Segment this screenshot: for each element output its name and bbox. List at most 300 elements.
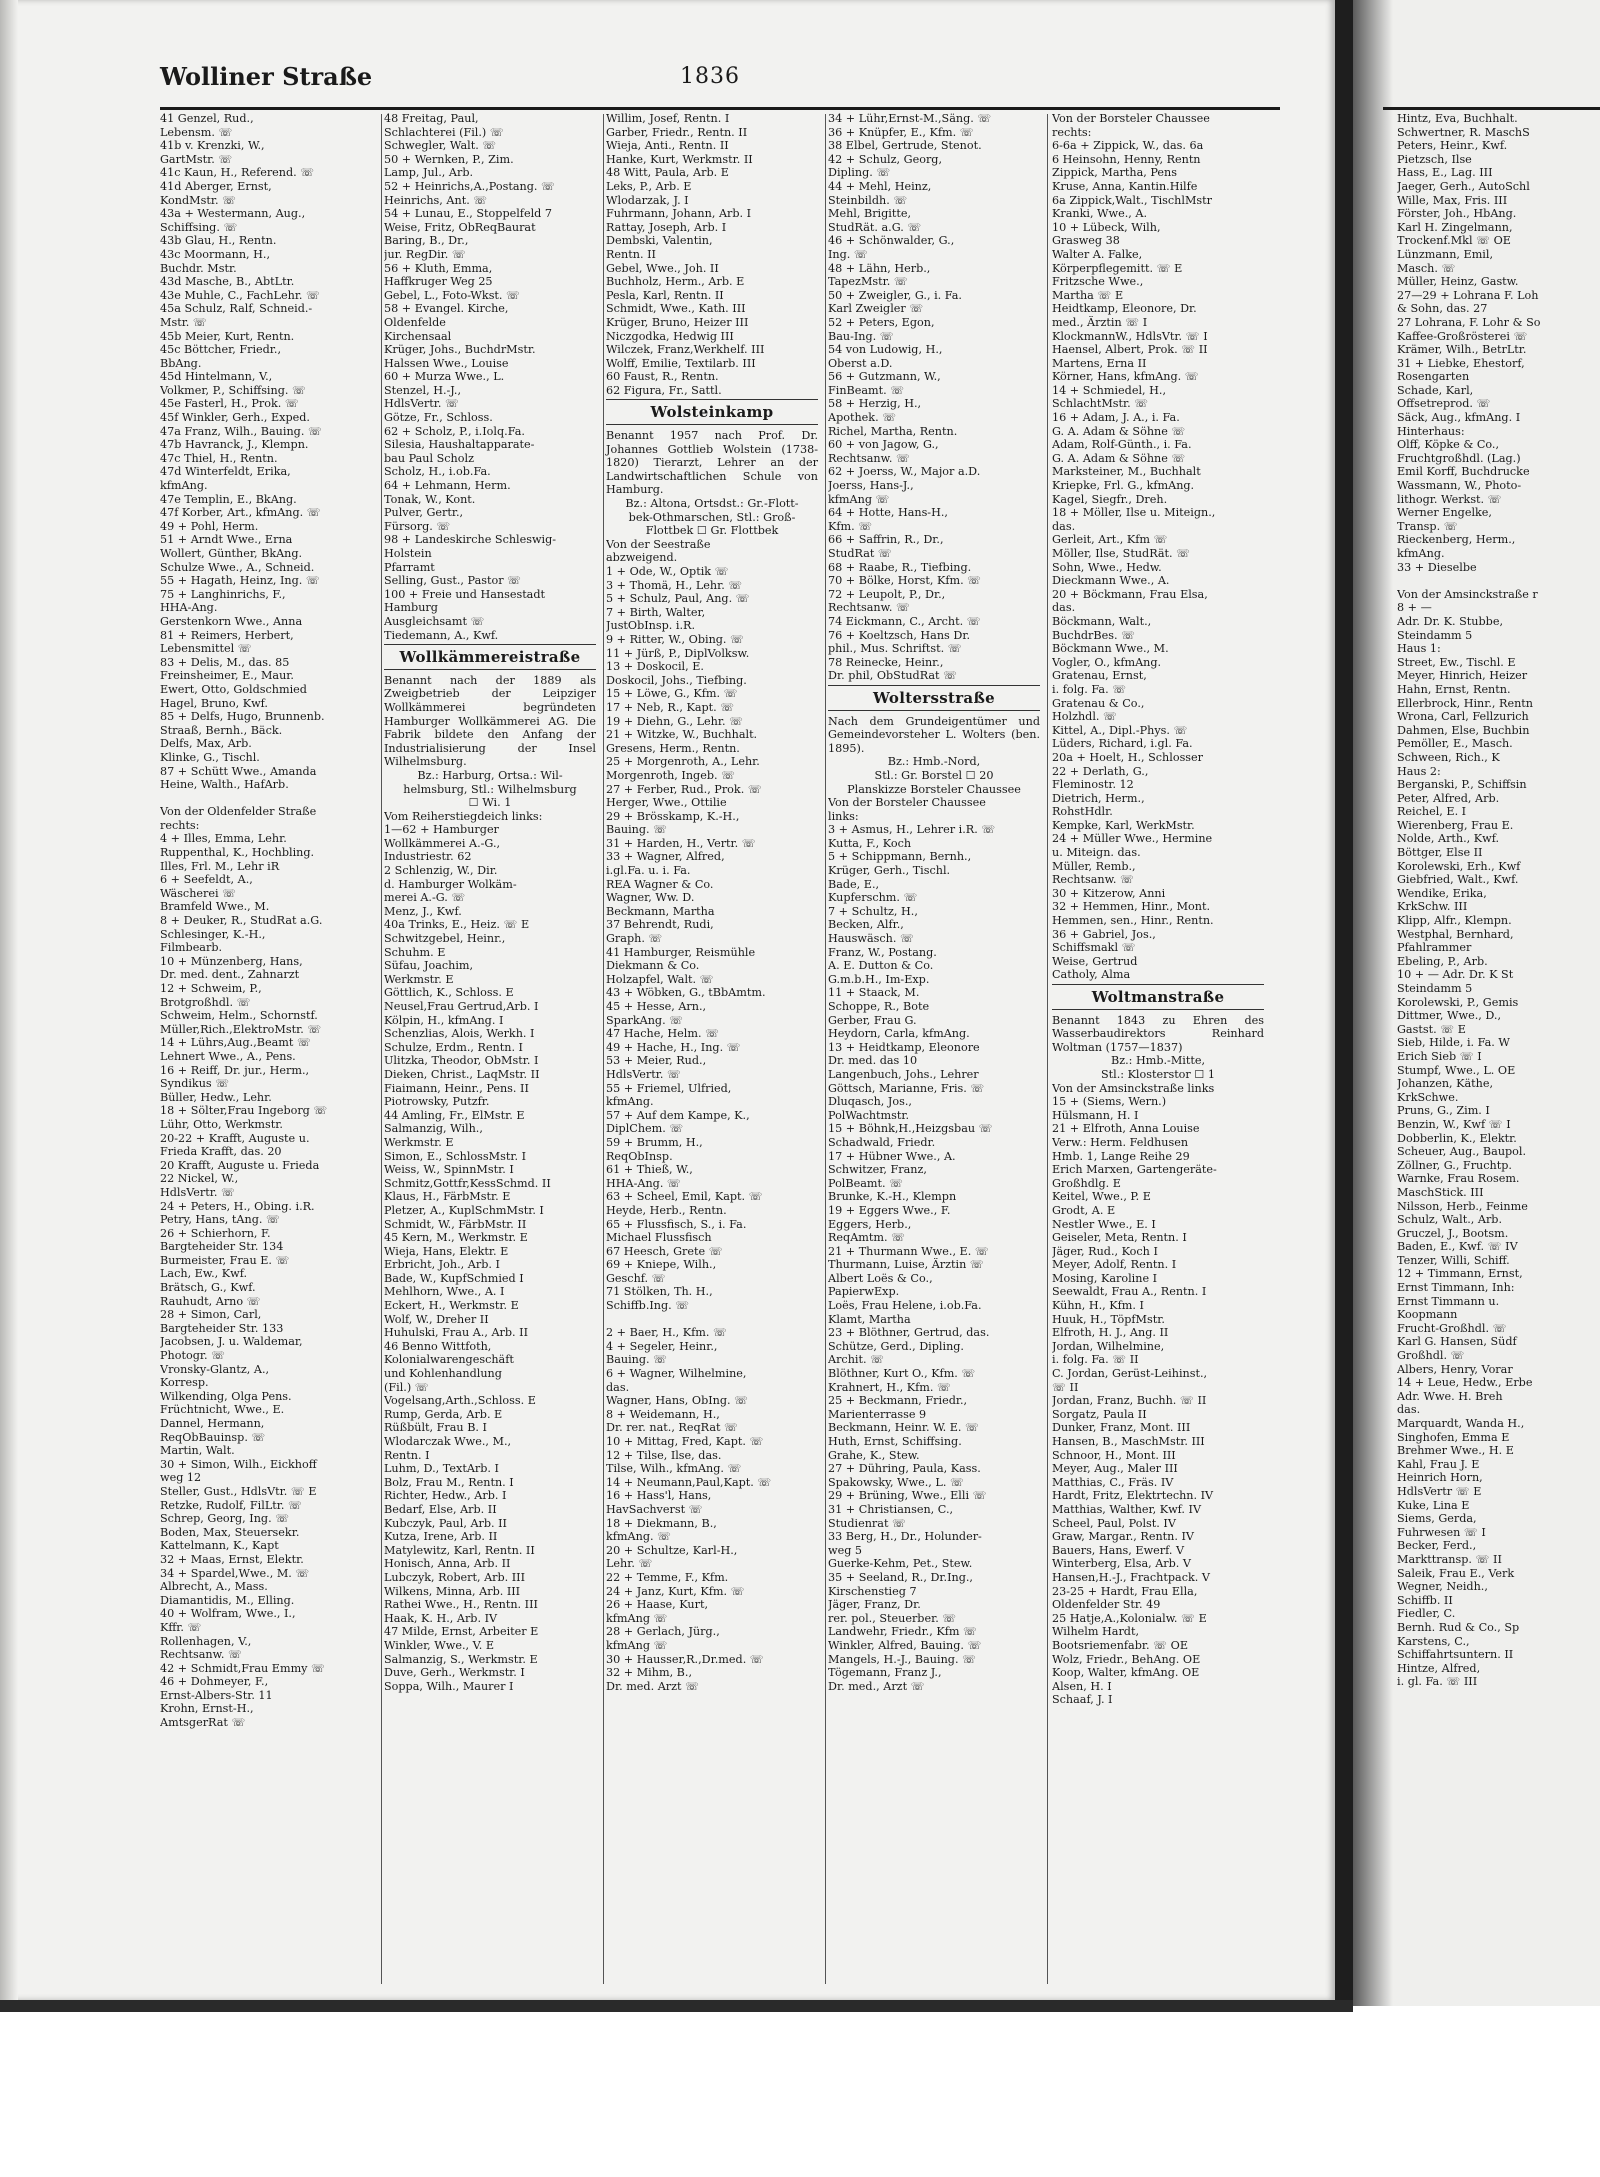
directory-entry: Stl.: Klosterstor ☐ 1	[1100, 1067, 1216, 1081]
directory-entry: Weise, Gertrud	[1052, 954, 1138, 968]
facing-page-rule	[1383, 107, 1600, 110]
directory-entry: 23-25 + Hardt, Frau Ella,	[1052, 1584, 1198, 1598]
directory-entry: Wille, Max, Fris. III	[1397, 193, 1508, 207]
directory-entry: Tonak, W., Kont.	[384, 492, 476, 506]
directory-entry: Dembski, Valentin,	[606, 234, 713, 248]
directory-entry: 11 + Staack, M.	[828, 986, 920, 1000]
directory-entry: Lamp, Jul., Arb.	[384, 166, 474, 180]
directory-entry: 6 + Seefeldt, A.,	[160, 873, 253, 887]
directory-entry: Karl H. Zingelmann,	[1397, 220, 1513, 234]
directory-entry: Wlodarczak Wwe., M.,	[384, 1435, 512, 1448]
directory-entry: KlockmannW., HdlsVtr. ☏ I	[1052, 329, 1208, 343]
directory-entry: G.m.b.H., Im-Exp.	[828, 972, 930, 986]
directory-entry: Tögemann, Franz J.,	[828, 1666, 942, 1680]
directory-entry: Beckmann, Heinr. W. E. ☏	[828, 1421, 980, 1435]
directory-entry: Großhdl. ☏	[1397, 1349, 1465, 1363]
directory-entry: Krämer, Wilh., BetrLtr.	[1397, 343, 1527, 357]
directory-entry: Körperpflegemitt. ☏ E	[1052, 261, 1183, 275]
directory-entry: Reichel, E. I	[1397, 805, 1467, 819]
directory-entry: Nestler Wwe., E. I	[1052, 1217, 1156, 1231]
directory-entry: Kolonialwarengeschäft	[384, 1353, 514, 1367]
directory-entry: Kagel, Siegfr., Dreh.	[1052, 492, 1168, 506]
directory-entry: Gerber, Frau G.	[828, 1013, 917, 1027]
directory-entry: Verw.: Herm. Feldhusen	[1052, 1135, 1189, 1149]
directory-entry: 28 + Simon, Carl,	[160, 1308, 262, 1322]
directory-entry: PolWachtmstr.	[828, 1108, 910, 1122]
directory-entry: Schween, Rich., K	[1397, 750, 1500, 764]
directory-entry: PapierwExp.	[828, 1285, 900, 1299]
directory-entry: 56 + Gutzmann, W.,	[828, 370, 941, 384]
directory-entry: Luhm, D., TextArb. I	[384, 1462, 499, 1476]
directory-entry: Rump, Gerda, Arb. E	[384, 1407, 503, 1421]
directory-entry: i. folg. Fa. ☏ II	[1052, 1353, 1139, 1367]
directory-entry: 47d Winterfeldt, Erika,	[160, 465, 291, 479]
directory-entry: Haus 2:	[1397, 764, 1441, 778]
directory-entry: 55 + Hagath, Heinz, Ing. ☏	[160, 574, 320, 588]
directory-entry: Scheel, Paul, Polst. IV	[1052, 1516, 1176, 1530]
directory-entry: 19 + Diehn, G., Lehr. ☏	[606, 714, 744, 728]
column-1	[160, 112, 372, 1730]
column-3	[606, 112, 818, 1693]
directory-entry: Kühn, H., Kfm. I	[1052, 1299, 1144, 1313]
directory-entry: ReqAmtm. ☏	[828, 1231, 906, 1245]
directory-entry: Bargteheider Str. 134	[160, 1240, 284, 1254]
directory-entry: Markttransp. ☏ II	[1397, 1552, 1502, 1566]
directory-entry: 10 + Mittag, Fred, Kapt. ☏	[606, 1435, 764, 1448]
directory-entry: Möller, Ilse, StudRät. ☏	[1052, 547, 1191, 560]
directory-entry: 40 + Wolfram, Wwe., I.,	[160, 1607, 296, 1621]
directory-entry: Buchdr. Mstr.	[160, 261, 237, 275]
directory-entry: d. Hamburger Wolkäm-	[384, 877, 517, 891]
directory-entry: Böckmann, Walt.,	[1052, 614, 1152, 628]
directory-entry: Vogler, O., kfmAng.	[1052, 655, 1162, 669]
directory-entry: Kittel, A., Dipl.-Phys. ☏	[1052, 723, 1188, 737]
directory-entry: 62 Figura, Fr., Sattl.	[606, 383, 722, 397]
directory-entry: Kölpin, H., kfmAng. I	[384, 1013, 504, 1027]
directory-entry: Klaus, H., FärbMstr. E	[384, 1190, 511, 1204]
directory-entry: Kfm. ☏	[828, 519, 873, 533]
directory-entry: Frieda Krafft, das. 20	[160, 1145, 282, 1159]
directory-entry: Wagner, Hans, ObIng. ☏	[606, 1394, 749, 1408]
directory-entry: Elfroth, H. J., Ang. II	[1052, 1326, 1169, 1340]
directory-entry: Stl.: Gr. Borstel ☐ 20	[874, 768, 994, 782]
column-5	[1052, 112, 1264, 1707]
directory-entry: Werkmstr. E	[384, 1135, 454, 1149]
column-2	[384, 112, 596, 1693]
directory-entry: 25 Hatje,A.,Kolonialw. ☏ E	[1052, 1611, 1207, 1625]
directory-entry: Rieckenberg, Herm.,	[1397, 533, 1516, 547]
directory-entry: 24 + Janz, Kurt, Kfm. ☏	[606, 1584, 745, 1598]
directory-entry: Hülsmann, H. I	[1052, 1108, 1139, 1122]
directory-entry: 35 + Seeland, R., Dr.Ing.,	[828, 1570, 973, 1584]
directory-entry: Street, Ew., Tischl. E	[1397, 655, 1516, 669]
directory-entry: 19 + Eggers Wwe., F.	[828, 1203, 951, 1217]
directory-entry: 44 + Mehl, Heinz,	[828, 179, 932, 193]
directory-entry: Schulze Wwe., A., Schneid.	[160, 560, 315, 574]
page-header	[160, 60, 1280, 100]
directory-entry: Filmbearb.	[160, 941, 223, 955]
directory-entry: Ernst-Albers-Str. 11	[160, 1688, 273, 1702]
directory-entry: Von der Seestraße	[606, 537, 711, 551]
directory-entry: 6a Zippick,Walt., TischlMstr	[1052, 193, 1213, 207]
directory-entry: TapezMstr. ☏	[828, 275, 908, 289]
directory-entry: Warnke, Frau Rosem.	[1397, 1172, 1520, 1186]
directory-entry: Grasweg 38	[1052, 234, 1120, 248]
directory-entry: Wilkens, Minna, Arb. III	[384, 1584, 521, 1598]
directory-entry: Ellerbrock, Hinr., Rentn	[1397, 696, 1533, 710]
directory-entry: Niczgodka, Hedwig III	[606, 329, 734, 343]
directory-entry: 52 + Heinrichs,A.,Postang. ☏	[384, 179, 555, 193]
directory-entry: Peters, Heinr., Kwf.	[1397, 139, 1508, 153]
directory-entry: Michael Flussfisch	[606, 1231, 712, 1245]
directory-entry: Kuke, Lina E	[1397, 1498, 1470, 1512]
directory-entry: Jäger, Rud., Koch I	[1052, 1244, 1158, 1258]
directory-entry: Lebensmittel ☏	[160, 642, 252, 656]
directory-entry: 98 + Landeskirche Schleswig-	[384, 533, 557, 547]
directory-entry: Lehnert Wwe., A., Pens.	[160, 1049, 296, 1063]
directory-entry: kfmAng. ☏	[606, 1530, 672, 1544]
directory-entry: Fuhrmann, Johann, Arb. I	[606, 207, 752, 221]
directory-entry: Bz.: Harburg, Ortsa.: Wil-	[417, 768, 563, 782]
directory-entry: 60 Faust, R., Rentn.	[606, 370, 719, 384]
directory-entry: Schwitzgebel, Heinr.,	[384, 932, 506, 946]
directory-entry: Pletzer, A., KuplSchmMstr. I	[384, 1203, 544, 1217]
directory-entry: kfmAng ☏	[828, 492, 890, 506]
directory-entry: Gebel, L., Foto-Wkst. ☏	[384, 288, 521, 302]
directory-entry: Studienrat ☏	[828, 1516, 906, 1530]
directory-entry: 70 + Bölke, Horst, Kfm. ☏	[828, 574, 982, 588]
directory-entry: 66 + Saffrin, R., Dr.,	[828, 533, 944, 547]
directory-entry: Bz.: Hmb.-Mitte,	[1110, 1054, 1206, 1068]
directory-entry: Diamantidis, M., Elling.	[160, 1593, 295, 1607]
directory-entry: Tiedemann, A., Kwf.	[384, 628, 499, 642]
blank-line	[606, 1313, 818, 1327]
directory-entry: Emil Korff, Buchdrucke	[1397, 465, 1530, 479]
directory-entry: Jordan, Wilhelmine,	[1052, 1339, 1165, 1353]
directory-entry: i. gl. Fa. ☏ III	[1397, 1675, 1478, 1689]
directory-entry: Krahnert, H., Kfm. ☏	[828, 1380, 951, 1394]
directory-entry: 44 Amling, Fr., ElMstr. E	[384, 1108, 525, 1122]
section-rule	[384, 669, 596, 670]
directory-entry: Von der Oldenfelder Straße	[160, 805, 317, 819]
directory-entry: Ulitzka, Theodor, ObMstr. I	[384, 1054, 539, 1068]
directory-entry: 12 + Timmann, Ernst,	[1397, 1267, 1523, 1281]
directory-entry: rechts:	[1052, 125, 1092, 139]
directory-entry: Lubczyk, Robert, Arb. III	[384, 1570, 526, 1584]
directory-entry: merei A.-G. ☏	[384, 891, 466, 905]
directory-entry: Piotrowsky, Putzfr.	[384, 1095, 490, 1109]
directory-entry: abzweigend.	[606, 551, 678, 565]
directory-entry: kfmAng.	[160, 479, 208, 493]
directory-entry: Hintz, Eva, Buchhalt.	[1397, 112, 1518, 125]
directory-entry: Kutza, Irene, Arb. II	[384, 1530, 498, 1544]
directory-entry: 43d Masche, B., AbtLtr.	[160, 275, 295, 289]
directory-entry: 81 + Reimers, Herbert,	[160, 628, 294, 642]
directory-entry: Schwegler, Walt. ☏	[384, 139, 497, 153]
directory-entry: Lünzmann, Emil,	[1397, 247, 1494, 261]
directory-entry: 74 Eickmann, C., Archt. ☏	[828, 614, 981, 628]
directory-entry: 20 + Böckmann, Frau Elsa,	[1052, 587, 1208, 601]
directory-entry: Tenzer, Willi, Schiff.	[1397, 1253, 1510, 1267]
directory-entry: StudRat ☏	[828, 547, 892, 560]
directory-entry: Grodt, A. E	[1052, 1203, 1116, 1217]
directory-entry: 58 + Herzig, H.,	[828, 397, 922, 411]
section-rule	[828, 710, 1040, 711]
directory-entry: Schiffahrtsuntern. II	[1397, 1648, 1514, 1662]
directory-entry: Olff, Köpke & Co.,	[1397, 438, 1500, 452]
directory-entry: Dieckmann Wwe., A.	[1052, 574, 1170, 588]
directory-entry: Martin, Walt.	[160, 1444, 235, 1458]
directory-entry: 47f Korber, Art., kfmAng. ☏	[160, 506, 321, 520]
directory-entry: Matthias, Walther, Kwf. IV	[1052, 1502, 1202, 1516]
directory-entry: 20 Krafft, Auguste u. Frieda	[160, 1158, 320, 1172]
directory-entry: 87 + Schütt Wwe., Amanda	[160, 764, 317, 778]
directory-entry: 48 + Lähn, Herb.,	[828, 261, 931, 275]
directory-entry: Meyer, Aug., Maler III	[1052, 1462, 1178, 1476]
directory-entry: Lüders, Richard, i.gl. Fa.	[1052, 737, 1193, 751]
directory-entry: 41 Genzel, Rud.,	[160, 112, 254, 125]
directory-entry: Diekmann & Co.	[606, 959, 700, 973]
directory-entry: i.gl.Fa. u. i. Fa.	[606, 864, 691, 878]
directory-entry: Hauswäsch. ☏	[828, 932, 914, 946]
directory-entry: Beckmann, Martha	[606, 904, 715, 918]
column-divider	[603, 114, 604, 1984]
directory-entry: Schmitz,Gottfr,KessSchmd. II	[384, 1176, 551, 1190]
directory-entry: HdlsVertr. ☏	[606, 1067, 681, 1081]
directory-entry: StudRät. a.G. ☏	[828, 220, 922, 234]
directory-entry: 14 + Leue, Hedw., Erbe	[1397, 1376, 1533, 1390]
directory-entry: Ebeling, P., Arb.	[1397, 954, 1488, 968]
directory-entry: Adr. Wwe. H. Breh	[1397, 1389, 1503, 1403]
directory-entry: Kirchensaal	[384, 329, 452, 343]
directory-entry: 58 + Evangel. Kirche,	[384, 302, 509, 316]
directory-entry: Dannel, Hermann,	[160, 1417, 265, 1430]
directory-entry: Kirschenstieg 7	[828, 1584, 917, 1598]
directory-entry: 85 + Delfs, Hugo, Brunnenb.	[160, 710, 325, 724]
directory-entry: Delfs, Max, Arb.	[160, 737, 252, 751]
directory-entry: Huuk, H., TöpfMstr.	[1052, 1312, 1165, 1326]
directory-entry: Huth, Ernst, Schiffsing.	[828, 1435, 962, 1448]
directory-entry: Oldenfelder Str. 49	[1052, 1598, 1161, 1612]
directory-entry: Wegner, Neidh.,	[1397, 1580, 1488, 1594]
directory-entry: Schwertner, R. MaschS	[1397, 125, 1530, 139]
directory-entry: Hahn, Ernst, Rentn.	[1397, 682, 1511, 696]
directory-entry: HdlsVertr. ☏	[384, 397, 459, 411]
page-bottom-edge	[0, 2000, 1353, 2012]
directory-entry: 30 + Kitzerow, Anni	[1052, 886, 1166, 900]
directory-entry: 8 + Deuker, R., StudRat a.G.	[160, 914, 323, 928]
directory-entry: Pemöller, E., Masch.	[1397, 737, 1513, 751]
directory-entry: 14 + Neumann,Paul,Kapt. ☏	[606, 1475, 772, 1489]
directory-entry: Körner, Hans, kfmAng. ☏	[1052, 370, 1199, 384]
directory-entry: 18 + Sölter,Frau Ingeborg ☏	[160, 1104, 328, 1118]
directory-entry: Heydorn, Carla, kfmAng.	[828, 1027, 970, 1041]
directory-entry: 65 + Flussfisch, S., i. Fa.	[606, 1217, 747, 1231]
directory-entry: 42 + Schulz, Georg,	[828, 152, 943, 166]
directory-entry: Bargteheider Str. 133	[160, 1321, 284, 1335]
directory-entry: Dunker, Franz, Mont. III	[1052, 1421, 1191, 1435]
directory-entry: Photogr. ☏	[160, 1349, 226, 1363]
directory-entry: G. A. Adam & Söhne ☏	[1052, 424, 1186, 438]
directory-entry: Joerss, Hans-J.,	[828, 479, 914, 493]
directory-entry: Archit. ☏	[828, 1353, 885, 1367]
directory-entry: Müller, Heinz, Gastw.	[1397, 275, 1519, 289]
directory-entry: Duve, Gerh., Werkmstr. I	[384, 1666, 525, 1680]
directory-entry: Mosing, Karoline I	[1052, 1271, 1158, 1285]
page-gutter-shadow	[0, 0, 18, 2000]
directory-entry: Wrona, Carl, Fellzurich	[1397, 710, 1529, 724]
directory-entry: 16 + Reiff, Dr. jur., Herm.,	[160, 1063, 310, 1077]
column-divider	[825, 114, 826, 1984]
directory-entry: Stumpf, Wwe., L. OE	[1397, 1063, 1516, 1077]
directory-entry: Dr. med. Arzt ☏	[606, 1679, 700, 1693]
directory-entry: 6-6a + Zippick, W., das. 6a	[1052, 139, 1204, 153]
directory-entry: Pietzsch, Ilse	[1397, 152, 1472, 166]
directory-entry: Volkmer, P., Schiffsing. ☏	[160, 383, 306, 397]
directory-entry: Von der Borsteler Chaussee	[828, 796, 986, 810]
directory-entry: Werner Engelke,	[1397, 506, 1492, 520]
directory-entry: Hass, E., Lag. III	[1397, 166, 1493, 180]
directory-entry: weg 5	[828, 1543, 863, 1557]
directory-entry: 56 + Kluth, Emma,	[384, 261, 493, 275]
directory-entry: Ernst Timmann, Inh:	[1397, 1281, 1515, 1295]
directory-entry: Rechtsanw. ☏	[828, 451, 910, 465]
directory-entry: Gastst. ☏ E	[1397, 1022, 1466, 1036]
directory-entry: das.	[1052, 519, 1076, 533]
directory-entry: Menz, J., Kwf.	[384, 904, 462, 918]
directory-entry: Schiffsing. ☏	[160, 220, 238, 234]
directory-entry: Geiseler, Meta, Rentn. I	[1052, 1231, 1187, 1245]
directory-entry: Vogelsang,Arth.,Schloss. E	[384, 1394, 536, 1408]
directory-entry: Weiss, W., SpinnMstr. I	[384, 1163, 514, 1177]
directory-entry: Lach, Ew., Kwf.	[160, 1267, 247, 1281]
directory-entry: Zippick, Martha, Pens	[1052, 166, 1177, 180]
directory-entry: Werkmstr. E	[384, 972, 454, 986]
directory-entry: Dobberlin, K., Elektr.	[1397, 1131, 1517, 1145]
directory-entry: Ruppenthal, K., Hochbling.	[160, 846, 315, 860]
directory-entry: Selling, Gust., Pastor ☏	[384, 574, 522, 588]
column-divider	[381, 114, 382, 1984]
directory-entry: Gresens, Herm., Rentn.	[606, 741, 740, 755]
directory-entry: Wlodarzak, J. I	[606, 193, 689, 207]
directory-entry: 9 + Ritter, W., Obing. ☏	[606, 632, 745, 646]
directory-entry: Marquardt, Wanda H.,	[1397, 1417, 1525, 1430]
directory-entry: Meyer, Hinrich, Heizer	[1397, 669, 1528, 683]
directory-entry: Buchholz, Herm., Arb. E	[606, 275, 745, 289]
directory-entry: Lühr, Otto, Werkmstr.	[160, 1117, 283, 1131]
directory-entry: Kranki, Wwe., A.	[1052, 207, 1148, 221]
directory-entry: kfmAng.	[606, 1095, 654, 1109]
directory-entry: BbAng.	[160, 356, 202, 370]
directory-entry: Krüger, Johs., BuchdrMstr.	[384, 343, 536, 357]
directory-entry: 72 + Leupolt, P., Dr.,	[828, 587, 946, 601]
directory-entry: Weise, Fritz, ObReqBaurat	[384, 220, 536, 234]
directory-entry: Wieja, Anti., Rentn. II	[606, 139, 729, 153]
directory-entry: Gratenau & Co.,	[1052, 696, 1145, 710]
section-title: Wolsteinkamp	[650, 403, 774, 422]
directory-entry: Holzhdl. ☏	[1052, 710, 1118, 724]
directory-entry: 69 + Kniepe, Wilh.,	[606, 1258, 717, 1272]
directory-entry: Steinbildh. ☏	[828, 193, 908, 207]
directory-entry: Transp. ☏	[1397, 519, 1458, 533]
directory-entry: ☏ II	[1052, 1380, 1079, 1394]
directory-entry: 67 Heesch, Grete ☏	[606, 1244, 723, 1258]
directory-entry: Wäscherei ☏	[160, 886, 237, 900]
directory-entry: Zöllner, G., Fruchtp.	[1397, 1158, 1512, 1172]
directory-entry: Hemmen, sen., Hinr., Rentn.	[1052, 914, 1214, 928]
directory-entry: SchlachtMstr. ☏	[1052, 397, 1149, 411]
directory-entry: Fiaimann, Heinr., Pens. II	[384, 1081, 529, 1095]
directory-entry: Sohn, Wwe., Hedw.	[1052, 560, 1162, 574]
directory-entry: Kattelmann, K., Kapt	[160, 1539, 279, 1553]
directory-entry: 60 + von Jagow, G.,	[828, 438, 939, 452]
directory-entry: Baden, E., Kwf. ☏ IV	[1397, 1240, 1518, 1254]
directory-entry: Westphal, Bernhard,	[1397, 927, 1514, 941]
directory-entry: Eckert, H., Werkmstr. E	[384, 1299, 519, 1313]
directory-entry: Heine, Walth., HafArb.	[160, 778, 289, 792]
directory-entry: 37 Behrendt, Rudi,	[606, 918, 714, 932]
facing-page	[1353, 0, 1600, 2006]
directory-entry: 41b v. Krenzki, W.,	[160, 139, 265, 153]
directory-entry: 64 + Lehmann, Herm.	[384, 479, 511, 493]
directory-entry: 43b Glau, H., Rentn.	[160, 234, 277, 248]
directory-entry: Bz.: Altona, Ortsdst.: Gr.-Flott-	[625, 497, 799, 511]
directory-entry: 49 + Hache, H., Ing. ☏	[606, 1040, 741, 1054]
page-number: 1836	[680, 64, 740, 89]
directory-entry: phil., Mus. Schriftst. ☏	[828, 642, 962, 656]
directory-entry: 48 Witt, Paula, Arb. E	[606, 166, 729, 180]
directory-entry: Vronsky-Glantz, A.,	[160, 1362, 270, 1376]
directory-entry: Bauing. ☏	[606, 1353, 668, 1367]
facing-page-text	[1397, 112, 1600, 1689]
directory-entry: Steindamm 5	[1397, 628, 1473, 642]
directory-entry: 75 + Langhinrichs, F.,	[160, 587, 286, 601]
directory-entry: Bau-Ing. ☏	[828, 329, 894, 343]
directory-entry: Kruse, Anna, Kantin.Hilfe	[1052, 179, 1198, 193]
directory-entry: Matthias, C., Fräs. IV	[1052, 1475, 1174, 1489]
directory-entry: Oldenfelde	[384, 315, 446, 329]
directory-entry: 45a Schulz, Ralf, Schneid.-	[160, 302, 313, 316]
directory-entry: Mstr. ☏	[160, 315, 207, 329]
directory-entry: Müller, Remb.,	[1052, 859, 1136, 873]
directory-entry: Ausgleichsamt ☏	[384, 614, 485, 628]
directory-entry: Richter, Hedw., Arb. I	[384, 1489, 507, 1503]
directory-entry: & Sohn, das. 27	[1397, 302, 1488, 316]
directory-entry: Wollert, Günther, BkAng.	[160, 547, 303, 560]
directory-entry: Koopmann	[1397, 1308, 1458, 1322]
directory-entry: das.	[1397, 1403, 1421, 1417]
directory-entry: 5 + Schippmann, Bernh.,	[828, 850, 972, 864]
directory-entry: Ernst Timmann u.	[1397, 1294, 1500, 1308]
directory-entry: Rechtsanw. ☏	[828, 601, 910, 615]
directory-entry: das.	[606, 1380, 630, 1394]
directory-entry: Keitel, Wwe., P. E	[1052, 1190, 1151, 1204]
directory-entry: 45 Kern, M., Werkmstr. E	[384, 1231, 528, 1245]
directory-entry: Catholy, Alma	[1052, 968, 1131, 982]
directory-entry: 4 + Segeler, Heinr.,	[606, 1339, 718, 1353]
directory-entry: Kaffee-Großrösterei ☏	[1397, 329, 1528, 343]
directory-entry: Nolde, Arth., Kwf.	[1397, 832, 1500, 846]
directory-entry: 15 + Löwe, G., Kfm. ☏	[606, 687, 738, 701]
section-rule	[1052, 1009, 1264, 1010]
directory-entry: Benzin, W., Kwf ☏ I	[1397, 1117, 1511, 1131]
directory-entry: 17 + Hübner Wwe., A.	[828, 1149, 956, 1163]
directory-entry: Huhulski, Frau A., Arb. II	[384, 1326, 528, 1340]
directory-entry: Grahe, K., Stew.	[828, 1448, 920, 1462]
directory-entry: 57 + Auf dem Kampe, K.,	[606, 1108, 750, 1122]
directory-entry: Wolf, W., Dreher II	[384, 1312, 489, 1326]
directory-entry: Winkler, Wwe., V. E	[384, 1638, 495, 1652]
